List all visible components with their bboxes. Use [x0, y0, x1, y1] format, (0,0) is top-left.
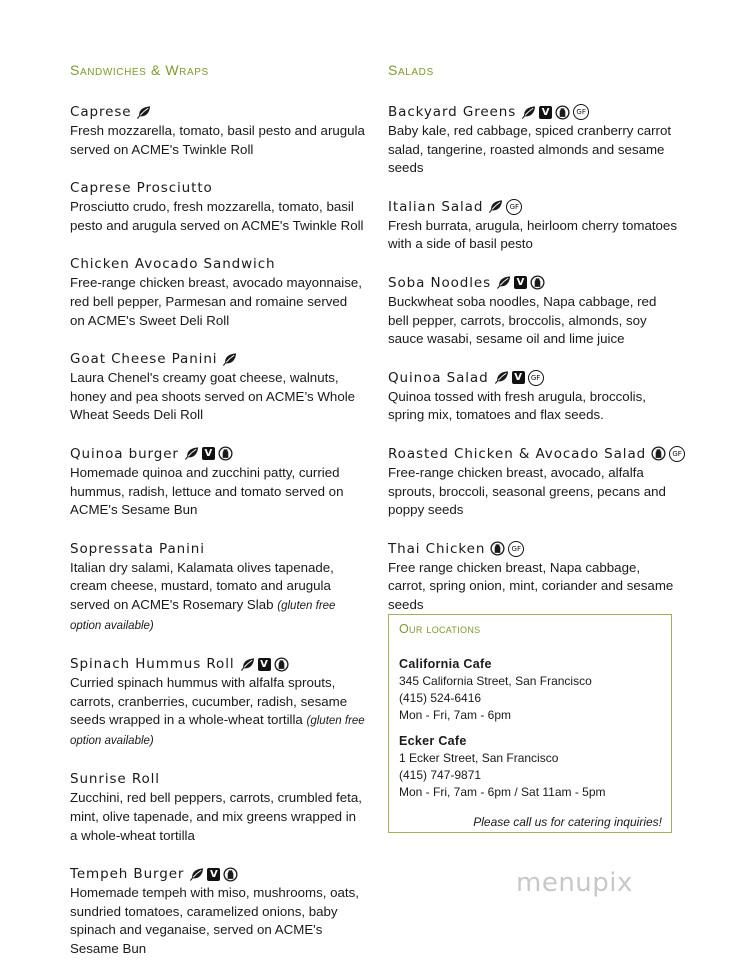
- salads-section: [388, 62, 682, 634]
- menu-item-name: Quinoa burger: [70, 445, 179, 462]
- vegan-icon: V: [207, 868, 220, 881]
- gluten-free-icon: GF: [669, 446, 685, 462]
- menu-item-description-text: Prosciutto crudo, fresh mozzarella, tomato, basil pesto and arugula served on ACME's Twinkle Roll: [70, 199, 364, 233]
- gluten-free-icon: GF: [573, 104, 589, 120]
- menu-item-name: Italian Salad: [388, 198, 484, 215]
- menu-item: [388, 368, 678, 425]
- menu-item-description-text: Buckwheat soba noodles, Napa cabbage, red bell pepper, carrots, broccolis, almonds, soy sauce wasabi, sesame oil and lime juice: [388, 293, 657, 347]
- menu-item: [70, 769, 365, 845]
- menu-item-name: Sunrise Roll: [70, 771, 160, 788]
- dairy-free-icon: [218, 446, 233, 461]
- locations-box: [388, 614, 672, 833]
- vegan-icon: V: [202, 447, 215, 460]
- menu-item-name: Soba Noodles: [388, 274, 492, 291]
- location-california: [399, 656, 661, 724]
- watermark: menupix: [516, 868, 633, 898]
- dietary-icons: [490, 541, 524, 557]
- dietary-icons: [494, 370, 544, 386]
- menu-item-description-text: Laura Chenel's creamy goat cheese, walnuts, honey and pea shoots served on ACME’s Whole Wheat Seeds Deli Roll: [70, 370, 356, 423]
- gluten-free-icon: GF: [506, 199, 522, 215]
- leaf-icon: [240, 657, 255, 672]
- catering-note: Please call us for catering inquiries!: [473, 815, 662, 829]
- menu-item-description: [388, 388, 678, 425]
- menu-item-name-row: [388, 368, 678, 388]
- menu-item-name: Chicken Avocado Sandwich: [70, 256, 276, 273]
- menu-item-name-row: [70, 102, 365, 122]
- dietary-icons: [488, 199, 522, 215]
- location-hours: Mon - Fri, 7am - 6pm / Sat 11am - 5pm: [399, 785, 606, 799]
- menu-item-description: [70, 559, 365, 635]
- menu-item-name: Sopressata Panini: [70, 540, 205, 557]
- dairy-free-icon: [555, 105, 570, 120]
- menu-item-description: [70, 274, 365, 330]
- leaf-icon: [189, 867, 204, 882]
- menu-item-name: Caprese: [70, 104, 132, 120]
- menu-item-name: Backyard Greens: [388, 104, 517, 120]
- menu-item: [70, 864, 365, 958]
- location-phone[interactable]: (415) 747-9871: [399, 768, 482, 782]
- menu-item-name: Caprese Prosciutto: [70, 180, 213, 197]
- sandwiches-section: [70, 62, 365, 978]
- menu-item: [70, 254, 365, 330]
- menu-item-description-text: Italian dry salami, Kalamata olives tapenade, cream cheese, mustard, tomato and arugula served on ACME's Rosemary Slab: [70, 559, 334, 612]
- menu-item-description-text: Curried spinach hummus with alfalfa sprouts, carrots, cranberries, cucumber, radish, sesame seeds wrapped in a whole-wheat tortilla: [70, 675, 348, 728]
- dietary-icons: [222, 352, 237, 367]
- menu-item-description: [70, 674, 365, 750]
- menu-item-name-row: [388, 444, 682, 464]
- gluten-free-icon: GF: [508, 541, 524, 557]
- menu-item: [388, 444, 682, 520]
- dairy-free-icon: [651, 446, 666, 461]
- vegan-icon: V: [514, 276, 527, 289]
- menu-item-description: [70, 369, 365, 425]
- dietary-icons: [496, 275, 545, 290]
- dietary-icons: [189, 867, 238, 882]
- menu-item-description: [388, 217, 678, 254]
- menu-item: [70, 102, 365, 159]
- location-address: 345 California Street, San Francisco: [399, 674, 592, 688]
- location-name: California Cafe: [399, 657, 492, 671]
- dairy-free-icon: [490, 541, 505, 556]
- vegan-icon: V: [539, 106, 552, 119]
- menu-item: [70, 349, 365, 425]
- location-address: 1 Ecker Street, San Francisco: [399, 751, 559, 765]
- dairy-free-icon: [274, 657, 289, 672]
- dietary-icons: [136, 105, 151, 120]
- menu-item-description-text: Fresh mozzarella, tomato, basil pesto and arugula served on ACME's Twinkle Roll: [70, 123, 365, 157]
- dairy-free-icon: [530, 275, 545, 290]
- menu-item-description: [388, 122, 678, 178]
- menu-item-name: Roasted Chicken & Avocado Salad: [388, 445, 647, 462]
- menu-item-description: [70, 884, 365, 958]
- menu-item-description: [70, 464, 365, 520]
- dietary-icons: [651, 446, 685, 462]
- menu-item-name-row: [388, 273, 678, 293]
- menu-item-name: Thai Chicken: [388, 540, 486, 557]
- section-title-salads: Salads: [388, 62, 434, 78]
- salad-list: [388, 102, 682, 615]
- menu-item-description: [70, 122, 365, 159]
- menu-item-name: Goat Cheese Panini: [70, 351, 218, 368]
- menu-item-name: Tempeh Burger: [70, 866, 185, 883]
- leaf-icon: [521, 105, 536, 120]
- menu-item: [388, 273, 678, 349]
- leaf-icon: [496, 275, 511, 290]
- leaf-icon: [494, 370, 509, 385]
- menu-item-name-row: [70, 769, 365, 789]
- menu-item-name-row: [70, 864, 365, 884]
- menu-item-description: [388, 293, 678, 349]
- menu-item-name-row: [70, 178, 365, 198]
- menu-item-description-text: Homemade tempeh with miso, mushrooms, oats, sundried tomatoes, caramelized onions, baby spinach and veganaise, served on ACME's Sesame Bun: [70, 885, 359, 957]
- locations-title: Our locations: [399, 622, 481, 636]
- menu-item-description-text: Baby kale, red cabbage, spiced cranberry carrot salad, tangerine, roasted almonds and sesame seeds: [388, 123, 672, 176]
- vegan-icon: V: [258, 658, 271, 671]
- menu-item-name-row: [388, 102, 678, 122]
- menu-item: [70, 539, 365, 635]
- menu-item-note: (gluten free option available): [70, 599, 336, 632]
- dietary-icons: [240, 657, 289, 672]
- location-phone[interactable]: (415) 524-6416: [399, 691, 482, 705]
- menu-item-name-row: [388, 539, 678, 559]
- leaf-icon: [488, 199, 503, 214]
- menu-item-name-row: [70, 254, 365, 274]
- menu-item: [70, 654, 365, 750]
- menu-item: [388, 102, 678, 178]
- menu-item-description-text: Free-range chicken breast, avocado, alfalfa sprouts, broccoli, seasonal greens, pecans and poppy seeds: [388, 464, 666, 518]
- dietary-icons: [184, 446, 233, 461]
- menu-item-description: [70, 789, 365, 845]
- menu-item-note: (gluten free option available): [70, 715, 365, 747]
- menu-item: [388, 539, 678, 615]
- sandwich-list: [70, 102, 365, 959]
- dairy-free-icon: [223, 867, 238, 882]
- menu-item: [388, 197, 678, 254]
- menu-item-name: Quinoa Salad: [388, 369, 489, 386]
- location-name: Ecker Cafe: [399, 734, 467, 748]
- menu-item-description-text: Fresh burrata, arugula, heirloom cherry tomatoes with a side of basil pesto: [388, 217, 677, 252]
- location-hours: Mon - Fri, 7am - 6pm: [399, 708, 512, 722]
- menu-item: [70, 178, 365, 235]
- menu-item-name-row: [70, 539, 365, 559]
- menu-item-name-row: [70, 349, 365, 369]
- leaf-icon: [222, 352, 237, 367]
- menu-item-description: [388, 559, 678, 615]
- vegan-icon: V: [512, 371, 525, 384]
- menu-item-description-text: Free range chicken breast, Napa cabbage, carrot, spring onion, mint, coriander and sesame seeds: [388, 559, 674, 612]
- menu-item-name-row: [70, 654, 365, 674]
- menu-item-description: [70, 198, 365, 235]
- menu-item-description-text: Homemade quinoa and zucchini patty, curried hummus, radish, lettuce and tomato served on ACME's Sesame Bun: [70, 464, 344, 518]
- menu-item: [70, 444, 365, 520]
- menu-item-description-text: Quinoa tossed with fresh arugula, broccolis, spring mix, tomatoes and flax seeds.: [388, 388, 646, 423]
- leaf-icon: [136, 105, 151, 120]
- gluten-free-icon: GF: [528, 370, 544, 386]
- menu-item-name-row: [388, 197, 678, 217]
- location-ecker: [399, 733, 661, 801]
- dietary-icons: [521, 104, 589, 120]
- menu-item-description: [388, 464, 678, 520]
- section-title-sandwiches: Sandwiches & Wraps: [70, 62, 209, 78]
- menu-item-name: Spinach Hummus Roll: [70, 656, 235, 673]
- menu-item-description-text: Free-range chicken breast, avocado mayonnaise, red bell pepper, Parmesan and romaine served on ACME's Sweet Deli Roll: [70, 275, 362, 328]
- leaf-icon: [184, 446, 199, 461]
- menu-item-name-row: [70, 444, 365, 464]
- menu-item-description-text: Zucchini, red bell peppers, carrots, crumbled feta, mint, olive tapenade, and mix greens wrapped in a whole-wheat tortilla: [70, 790, 362, 843]
